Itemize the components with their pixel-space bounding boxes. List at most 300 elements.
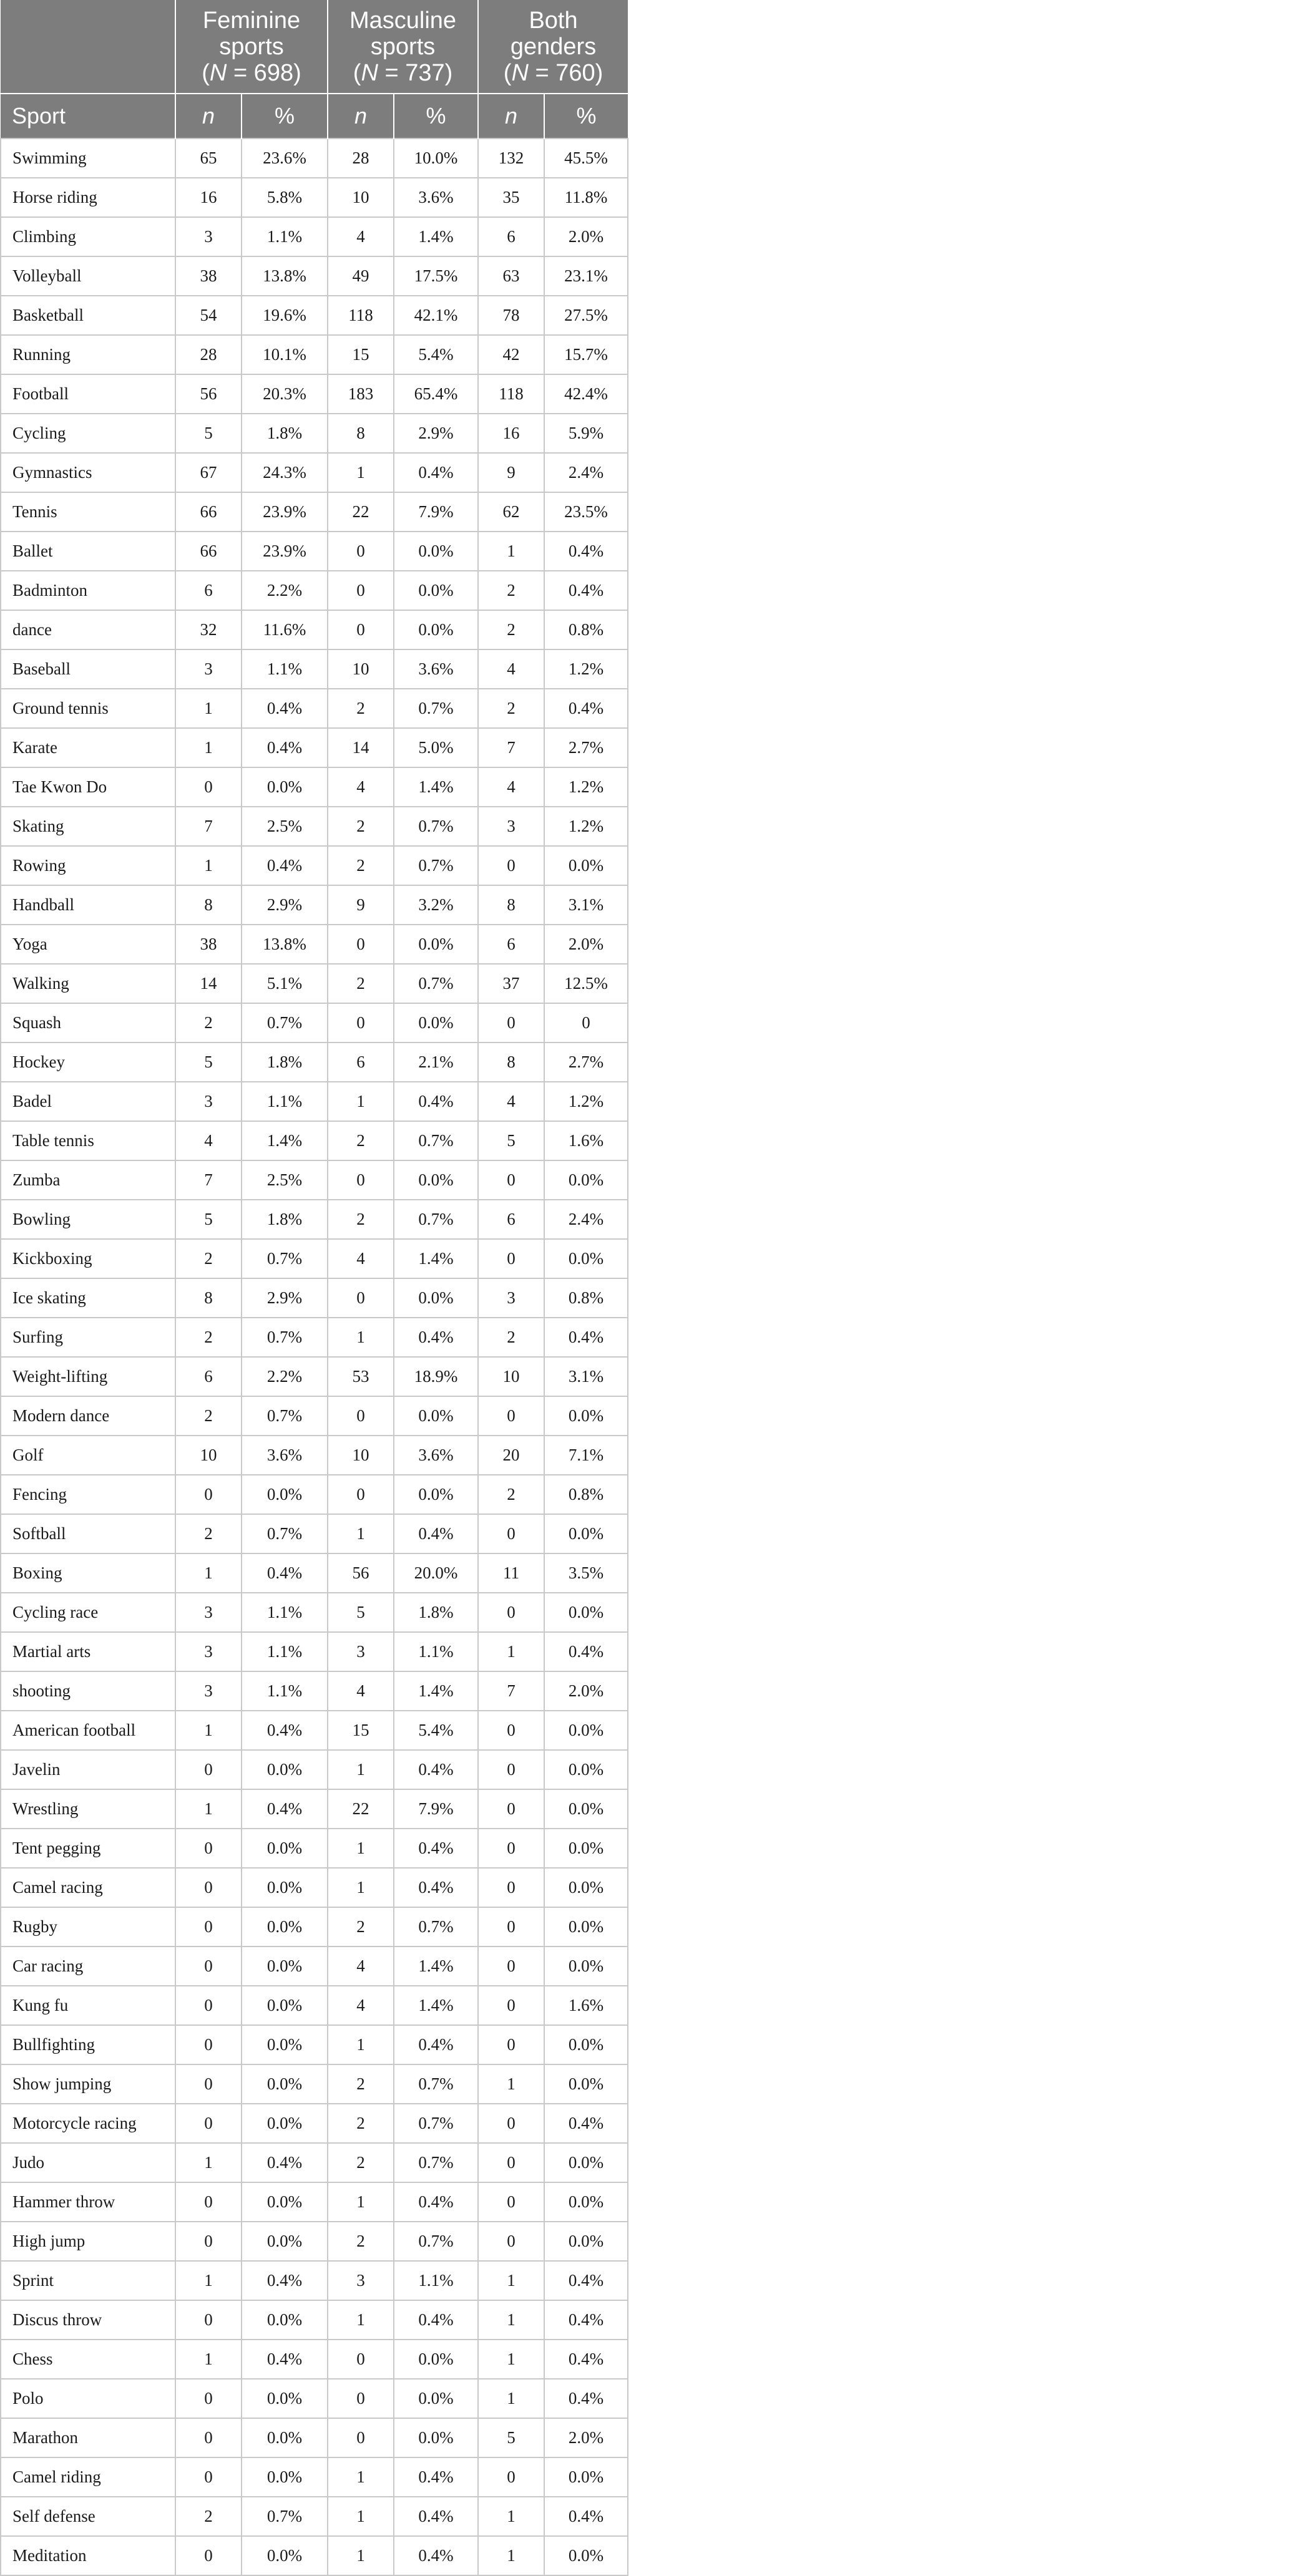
both-n-cell: 62 (478, 492, 544, 532)
feminine-n-cell: 5 (175, 1200, 242, 1239)
table-row (1, 1907, 628, 1947)
feminine-n-cell: 28 (175, 335, 242, 374)
both-n-cell: 11 (478, 1553, 544, 1593)
masculine-pct-cell: 0.0% (394, 2340, 478, 2379)
feminine-pct-cell: 0.0% (242, 2379, 328, 2418)
both-n-cell: 0 (478, 1947, 544, 1986)
table-row (1, 885, 628, 925)
sport-cell: Judo (1, 2143, 175, 2182)
feminine-pct-cell: 0.4% (242, 728, 328, 767)
sport-cell: Wrestling (1, 1789, 175, 1829)
sport-cell: Skating (1, 807, 175, 846)
feminine-n-cell: 4 (175, 1121, 242, 1160)
masculine-n-cell: 2 (328, 2222, 394, 2261)
both-pct-cell: 0.0% (544, 2025, 628, 2064)
both-n-cell: 3 (478, 807, 544, 846)
masculine-n-cell: 0 (328, 2340, 394, 2379)
both-n-cell: 0 (478, 1003, 544, 1043)
masculine-n-cell: 4 (328, 217, 394, 256)
feminine-n-cell: 0 (175, 2457, 242, 2497)
masculine-pct-cell: 1.4% (394, 1239, 478, 1278)
masculine-n-cell: 8 (328, 414, 394, 453)
feminine-n-cell: 6 (175, 571, 242, 610)
sport-cell: Golf (1, 1436, 175, 1475)
both-pct-cell: 0.0% (544, 2457, 628, 2497)
both-pct-cell: 45.5% (544, 139, 628, 178)
sport-cell: Car racing (1, 1947, 175, 1986)
feminine-n-cell: 5 (175, 414, 242, 453)
both-n-cell: 132 (478, 139, 544, 178)
sport-cell: Camel riding (1, 2457, 175, 2497)
both-n-cell: 10 (478, 1357, 544, 1396)
table-row (1, 1278, 628, 1318)
masculine-pct-cell: 3.6% (394, 1436, 478, 1475)
both-pct-cell: 0.0% (544, 846, 628, 885)
table-row (1, 2379, 628, 2418)
masculine-header-line2: sports (370, 33, 436, 60)
feminine-pct-cell: 1.1% (242, 1593, 328, 1632)
table-row (1, 1160, 628, 1200)
feminine-n-cell: 1 (175, 1711, 242, 1750)
table-row (1, 2340, 628, 2379)
masculine-pct-cell: 0.4% (394, 1750, 478, 1789)
masculine-n-value: = 737) (384, 59, 453, 86)
masculine-n-cell: 15 (328, 1711, 394, 1750)
both-pct-cell: 0.0% (544, 2536, 628, 2575)
masculine-pct-cell: 0.4% (394, 1514, 478, 1553)
sport-cell: Horse riding (1, 178, 175, 217)
sport-cell: Martial arts (1, 1632, 175, 1671)
table-row (1, 728, 628, 767)
feminine-sports-header: Feminine sports (N = 698) (175, 0, 328, 94)
both-n-cell: 0 (478, 2025, 544, 2064)
feminine-pct-cell: 24.3% (242, 453, 328, 492)
both-n-cell: 2 (478, 1475, 544, 1514)
sport-cell: Walking (1, 964, 175, 1003)
feminine-n-cell: 38 (175, 925, 242, 964)
masculine-pct-cell: 0.4% (394, 453, 478, 492)
table-row (1, 1475, 628, 1514)
sport-cell: Kickboxing (1, 1239, 175, 1278)
both-pct-cell: 27.5% (544, 296, 628, 335)
table-row (1, 1003, 628, 1043)
sport-cell: Badminton (1, 571, 175, 610)
both-n-cell: 2 (478, 571, 544, 610)
both-n-cell: 9 (478, 453, 544, 492)
masculine-n-cell: 2 (328, 1907, 394, 1947)
both-n-cell: 35 (478, 178, 544, 217)
feminine-pct-cell: 0.0% (242, 2222, 328, 2261)
sport-cell: American football (1, 1711, 175, 1750)
table-row (1, 1200, 628, 1239)
both-pct-cell: 1.2% (544, 1082, 628, 1121)
both-n-cell: 0 (478, 1907, 544, 1947)
feminine-pct-column-header: % (242, 94, 328, 139)
masculine-pct-cell: 0.7% (394, 2064, 478, 2104)
feminine-pct-cell: 0.4% (242, 2340, 328, 2379)
feminine-pct-cell: 0.4% (242, 689, 328, 728)
both-pct-cell: 3.5% (544, 1553, 628, 1593)
feminine-n-cell: 7 (175, 1160, 242, 1200)
table-row (1, 2182, 628, 2222)
feminine-n-cell: 0 (175, 1986, 242, 2025)
feminine-n-cell: 0 (175, 2182, 242, 2222)
masculine-pct-cell: 0.0% (394, 1396, 478, 1436)
masculine-pct-cell: 0.0% (394, 2418, 478, 2457)
masculine-n-cell: 4 (328, 1239, 394, 1278)
masculine-n-cell: 0 (328, 532, 394, 571)
masculine-pct-cell: 0.0% (394, 2379, 478, 2418)
masculine-n-cell: 53 (328, 1357, 394, 1396)
both-n-cell: 0 (478, 1750, 544, 1789)
feminine-pct-cell: 3.6% (242, 1436, 328, 1475)
masculine-pct-cell: 5.4% (394, 335, 478, 374)
table-row (1, 1947, 628, 1986)
sport-cell: Tennis (1, 492, 175, 532)
feminine-pct-cell: 1.1% (242, 1082, 328, 1121)
group-header-row (1, 0, 628, 94)
both-pct-cell: 0.8% (544, 610, 628, 649)
feminine-pct-cell: 1.8% (242, 1200, 328, 1239)
masculine-n-cell: 10 (328, 649, 394, 689)
both-n-cell: 0 (478, 1829, 544, 1868)
feminine-pct-cell: 2.5% (242, 1160, 328, 1200)
both-n-cell: 4 (478, 767, 544, 807)
feminine-n-cell: 0 (175, 1475, 242, 1514)
table-row (1, 571, 628, 610)
feminine-pct-cell: 0.7% (242, 1396, 328, 1436)
sport-cell: Camel racing (1, 1868, 175, 1907)
masculine-n-cell: 1 (328, 2025, 394, 2064)
masculine-n-cell: 0 (328, 925, 394, 964)
both-n-cell: 8 (478, 1043, 544, 1082)
masculine-n-cell: 2 (328, 2104, 394, 2143)
masculine-n-cell: 1 (328, 1750, 394, 1789)
both-pct-cell: 0.0% (544, 1593, 628, 1632)
both-n-cell: 0 (478, 1789, 544, 1829)
table-row (1, 1632, 628, 1671)
feminine-n-cell: 0 (175, 2300, 242, 2340)
masculine-n-cell: 183 (328, 374, 394, 414)
masculine-pct-cell: 1.4% (394, 1671, 478, 1711)
masculine-n-label: N (361, 59, 378, 86)
feminine-pct-cell: 2.9% (242, 885, 328, 925)
sport-cell: Yoga (1, 925, 175, 964)
masculine-n-cell: 15 (328, 335, 394, 374)
masculine-pct-cell: 0.7% (394, 846, 478, 885)
feminine-n-cell: 10 (175, 1436, 242, 1475)
feminine-n-cell: 2 (175, 1003, 242, 1043)
sport-cell: Running (1, 335, 175, 374)
both-n-cell: 0 (478, 2182, 544, 2222)
feminine-pct-cell: 0.0% (242, 1829, 328, 1868)
masculine-pct-cell: 18.9% (394, 1357, 478, 1396)
both-pct-cell: 11.8% (544, 178, 628, 217)
feminine-n-cell: 67 (175, 453, 242, 492)
table-row (1, 1829, 628, 1868)
sport-cell: Fencing (1, 1475, 175, 1514)
feminine-pct-cell: 0.0% (242, 1947, 328, 1986)
both-pct-cell: 0.4% (544, 2261, 628, 2300)
masculine-pct-cell: 0.4% (394, 2457, 478, 2497)
feminine-pct-cell: 0.7% (242, 1514, 328, 1553)
masculine-n-cell: 0 (328, 1278, 394, 1318)
table-row (1, 453, 628, 492)
feminine-n-cell: 0 (175, 2379, 242, 2418)
sport-cell: Volleyball (1, 256, 175, 296)
masculine-pct-cell: 0.7% (394, 1121, 478, 1160)
feminine-n-cell: 66 (175, 532, 242, 571)
masculine-n-cell: 1 (328, 1829, 394, 1868)
both-pct-cell: 0.8% (544, 1475, 628, 1514)
both-pct-cell: 0.0% (544, 2222, 628, 2261)
both-pct-cell: 0.0% (544, 1789, 628, 1829)
table-row (1, 767, 628, 807)
both-pct-cell: 1.2% (544, 767, 628, 807)
both-n-cell: 4 (478, 649, 544, 689)
sport-cell: shooting (1, 1671, 175, 1711)
table-row (1, 1553, 628, 1593)
sport-cell: Chess (1, 2340, 175, 2379)
masculine-n-cell: 1 (328, 453, 394, 492)
masculine-pct-cell: 1.4% (394, 1986, 478, 2025)
masculine-n-cell: 2 (328, 689, 394, 728)
both-n-cell: 63 (478, 256, 544, 296)
masculine-pct-cell: 2.1% (394, 1043, 478, 1082)
masculine-pct-cell: 0.0% (394, 610, 478, 649)
sport-cell: Ice skating (1, 1278, 175, 1318)
masculine-pct-cell: 5.4% (394, 1711, 478, 1750)
both-pct-cell: 0.4% (544, 532, 628, 571)
masculine-pct-cell: 0.7% (394, 2143, 478, 2182)
feminine-n-cell: 2 (175, 1239, 242, 1278)
sport-cell: Football (1, 374, 175, 414)
feminine-pct-cell: 1.1% (242, 649, 328, 689)
masculine-pct-cell: 1.4% (394, 1947, 478, 1986)
masculine-pct-cell: 0.4% (394, 1868, 478, 1907)
masculine-pct-cell: 0.4% (394, 1318, 478, 1357)
table-row (1, 846, 628, 885)
feminine-n-label: N (209, 59, 227, 86)
masculine-pct-cell: 42.1% (394, 296, 478, 335)
sport-cell: Meditation (1, 2536, 175, 2575)
table-row (1, 2457, 628, 2497)
masculine-n-cell: 1 (328, 2182, 394, 2222)
sport-cell: Cycling (1, 414, 175, 453)
masculine-pct-cell: 17.5% (394, 256, 478, 296)
feminine-pct-cell: 2.5% (242, 807, 328, 846)
both-n-cell: 2 (478, 689, 544, 728)
both-pct-cell: 42.4% (544, 374, 628, 414)
table-row (1, 2104, 628, 2143)
both-pct-cell: 0.8% (544, 1278, 628, 1318)
table-row (1, 492, 628, 532)
masculine-pct-cell: 0.7% (394, 964, 478, 1003)
feminine-n-cell: 56 (175, 374, 242, 414)
feminine-n-cell: 1 (175, 2261, 242, 2300)
masculine-pct-column-header: % (394, 94, 478, 139)
both-n-cell: 0 (478, 1396, 544, 1436)
table-row (1, 2143, 628, 2182)
feminine-n-cell: 1 (175, 1553, 242, 1593)
masculine-n-cell: 2 (328, 964, 394, 1003)
table-row (1, 1789, 628, 1829)
feminine-pct-cell: 1.1% (242, 1671, 328, 1711)
sport-cell: Rugby (1, 1907, 175, 1947)
feminine-n-cell: 0 (175, 767, 242, 807)
both-n-cell: 7 (478, 728, 544, 767)
feminine-n-cell: 66 (175, 492, 242, 532)
feminine-n-cell: 3 (175, 1082, 242, 1121)
both-pct-cell: 0.0% (544, 1396, 628, 1436)
sport-cell: Tae Kwon Do (1, 767, 175, 807)
feminine-pct-cell: 0.0% (242, 2300, 328, 2340)
masculine-pct-cell: 7.9% (394, 1789, 478, 1829)
masculine-n-cell: 2 (328, 2143, 394, 2182)
table-row (1, 1514, 628, 1553)
both-n-cell: 8 (478, 885, 544, 925)
masculine-n-cell: 4 (328, 767, 394, 807)
feminine-pct-cell: 19.6% (242, 296, 328, 335)
masculine-n-cell: 0 (328, 610, 394, 649)
both-n-cell: 1 (478, 2536, 544, 2575)
feminine-n-cell: 0 (175, 2025, 242, 2064)
masculine-n-column-header: n (328, 94, 394, 139)
sport-cell: Marathon (1, 2418, 175, 2457)
masculine-pct-cell: 0.0% (394, 1475, 478, 1514)
sport-cell: Softball (1, 1514, 175, 1553)
both-pct-cell: 2.7% (544, 1043, 628, 1082)
sport-cell: Squash (1, 1003, 175, 1043)
table-row (1, 1986, 628, 2025)
feminine-header-line2: sports (219, 33, 284, 60)
masculine-n-cell: 0 (328, 2418, 394, 2457)
masculine-pct-cell: 0.7% (394, 807, 478, 846)
feminine-pct-cell: 0.0% (242, 2104, 328, 2143)
masculine-header-line1: Masculine (349, 7, 457, 34)
feminine-n-cell: 14 (175, 964, 242, 1003)
both-pct-cell: 1.6% (544, 1121, 628, 1160)
feminine-n-cell: 8 (175, 885, 242, 925)
feminine-pct-cell: 0.0% (242, 1750, 328, 1789)
both-n-label: N (511, 59, 529, 86)
both-n-cell: 3 (478, 1278, 544, 1318)
sports-table-container (0, 0, 627, 2576)
masculine-n-cell: 4 (328, 1671, 394, 1711)
feminine-pct-cell: 0.4% (242, 1553, 328, 1593)
both-pct-cell: 0.0% (544, 1829, 628, 1868)
feminine-n-cell: 0 (175, 1907, 242, 1947)
feminine-pct-cell: 0.0% (242, 1907, 328, 1947)
sport-cell: Zumba (1, 1160, 175, 1200)
both-n-cell: 0 (478, 2222, 544, 2261)
both-n-cell: 0 (478, 846, 544, 885)
feminine-pct-cell: 5.8% (242, 178, 328, 217)
feminine-n-cell: 0 (175, 1750, 242, 1789)
table-row (1, 414, 628, 453)
feminine-pct-cell: 2.9% (242, 1278, 328, 1318)
table-row (1, 1043, 628, 1082)
feminine-pct-cell: 1.8% (242, 414, 328, 453)
masculine-pct-cell: 0.0% (394, 1003, 478, 1043)
masculine-pct-cell: 0.7% (394, 2222, 478, 2261)
masculine-pct-cell: 0.0% (394, 532, 478, 571)
both-pct-cell: 0.4% (544, 1318, 628, 1357)
feminine-pct-cell: 2.2% (242, 571, 328, 610)
table-row (1, 2300, 628, 2340)
both-pct-cell: 23.1% (544, 256, 628, 296)
masculine-n-cell: 2 (328, 846, 394, 885)
table-row (1, 2222, 628, 2261)
sport-cell: Sprint (1, 2261, 175, 2300)
table-header (1, 0, 628, 139)
feminine-n-cell: 0 (175, 1947, 242, 1986)
both-pct-cell: 3.1% (544, 1357, 628, 1396)
feminine-n-cell: 5 (175, 1043, 242, 1082)
sport-cell: Bullfighting (1, 2025, 175, 2064)
both-n-cell: 42 (478, 335, 544, 374)
sport-cell: Boxing (1, 1553, 175, 1593)
feminine-n-cell: 3 (175, 1671, 242, 1711)
both-pct-cell: 0.4% (544, 2104, 628, 2143)
both-pct-cell: 0.0% (544, 1711, 628, 1750)
table-row (1, 217, 628, 256)
both-pct-cell: 0.0% (544, 2143, 628, 2182)
masculine-n-cell: 56 (328, 1553, 394, 1593)
feminine-pct-cell: 0.4% (242, 1789, 328, 1829)
sport-cell: Javelin (1, 1750, 175, 1789)
both-pct-cell: 2.0% (544, 217, 628, 256)
masculine-pct-cell: 1.1% (394, 1632, 478, 1671)
feminine-n-cell: 65 (175, 139, 242, 178)
table-row (1, 649, 628, 689)
masculine-n-cell: 4 (328, 1947, 394, 1986)
both-n-cell: 1 (478, 532, 544, 571)
feminine-pct-cell: 10.1% (242, 335, 328, 374)
table-row (1, 610, 628, 649)
both-n-cell: 78 (478, 296, 544, 335)
both-n-cell: 6 (478, 217, 544, 256)
table-row (1, 1239, 628, 1278)
both-header-line1: Both (529, 7, 578, 34)
table-row (1, 807, 628, 846)
both-pct-cell: 0.0% (544, 1907, 628, 1947)
both-n-value: = 760) (535, 59, 603, 86)
feminine-pct-cell: 0.4% (242, 1711, 328, 1750)
table-row (1, 1357, 628, 1396)
masculine-n-cell: 1 (328, 1318, 394, 1357)
table-row (1, 2418, 628, 2457)
masculine-pct-cell: 3.2% (394, 885, 478, 925)
masculine-n-cell: 0 (328, 2379, 394, 2418)
feminine-n-cell: 1 (175, 728, 242, 767)
masculine-pct-cell: 0.4% (394, 1829, 478, 1868)
feminine-pct-cell: 0.7% (242, 1003, 328, 1043)
feminine-n-cell: 0 (175, 2104, 242, 2143)
feminine-n-cell: 3 (175, 1632, 242, 1671)
sport-cell: Surfing (1, 1318, 175, 1357)
sport-cell: Handball (1, 885, 175, 925)
both-pct-cell: 23.5% (544, 492, 628, 532)
feminine-n-cell: 1 (175, 846, 242, 885)
feminine-n-cell: 16 (175, 178, 242, 217)
masculine-n-cell: 1 (328, 2536, 394, 2575)
masculine-n-cell: 1 (328, 1514, 394, 1553)
both-pct-cell: 2.0% (544, 1671, 628, 1711)
sport-cell: Hammer throw (1, 2182, 175, 2222)
sport-cell: Karate (1, 728, 175, 767)
masculine-pct-cell: 3.6% (394, 649, 478, 689)
